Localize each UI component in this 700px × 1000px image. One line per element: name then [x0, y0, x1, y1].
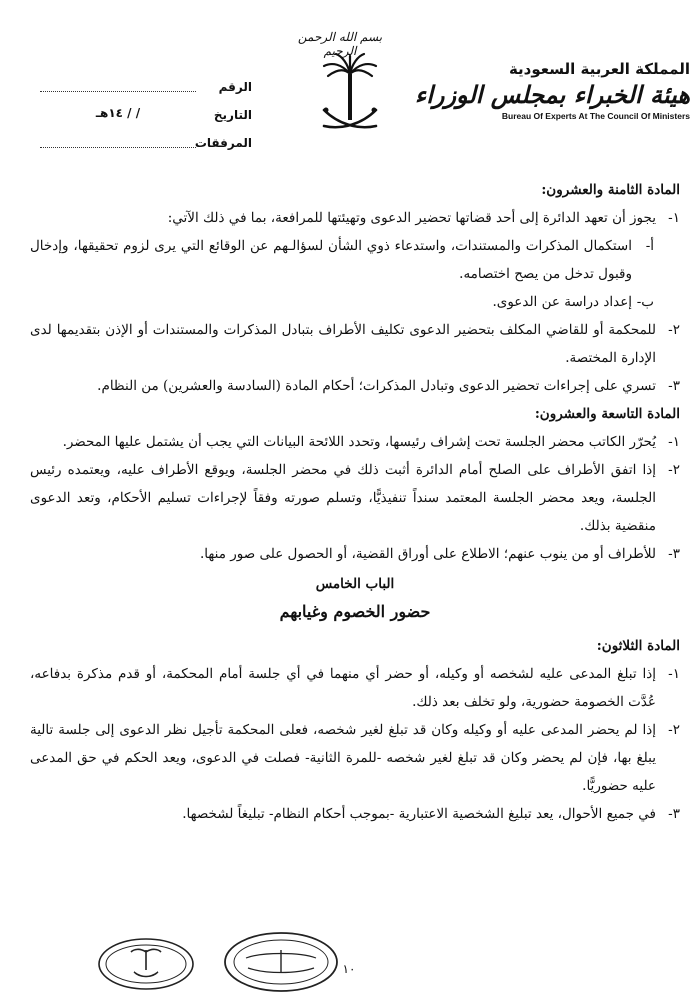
item-text: للمحكمة أو للقاضي المكلف بتحضير الدعوى تكليف الأطراف بتبادل المذكرات والمستندات أو الإذن بتقديمها لدى الإدارة المختصة.	[30, 322, 656, 366]
item-number: ١-	[668, 434, 680, 450]
item-text: تسري على إجراءات تحضير الدعوى وتبادل المذكرات؛ أحكام المادة (السادسة والعشرين) من النظام.	[97, 378, 656, 394]
sub-letter: أ-	[645, 238, 654, 254]
palm-and-swords-emblem-icon	[318, 50, 382, 142]
page-number: ١٠	[342, 962, 356, 976]
date-value: / / ١٤هـ	[95, 106, 141, 120]
article-29-item-2	[30, 456, 680, 540]
item-text: إذا اتفق الأطراف على الصلح أمام الدائرة أثبت ذلك في محضر الجلسة، ويوقع الأطراف عليه، ويعتمده رئيس الجلسة، ويعد محضر الجلسة المعتمد سنداً تنفيذيًّا، وتسلم صورته وفقاً لإجراءات تسليم الأحكام، وتعد الدعوى منقضية بذلك.	[30, 462, 656, 534]
item-text: إذا لم يحضر المدعى عليه أو وكيله وكان قد تبلغ لغير شخصه، فعلى المحكمة تأجيل نظر الدعوى إلى جلسة تالية يبلغ بها، فإن لم يحضر وكان قد تبلغ لغير شخصه -للمرة الثانية- فصلت في الدعوى، ويعد الحكم في حق المدعى عليه حضوريًّا.	[30, 722, 656, 794]
item-number: ١-	[668, 210, 680, 226]
letter-metadata	[40, 66, 252, 150]
date-row	[40, 94, 252, 122]
article-28-item-1	[30, 204, 680, 232]
basmala: بسم الله الرحمن الرحيم	[297, 30, 383, 58]
attachments-label: المرفقات	[194, 136, 252, 150]
article-28-item-1-sub-b	[30, 288, 680, 316]
article-28-item-3	[30, 372, 680, 400]
item-number: ٢-	[668, 462, 680, 478]
item-text: يجوز أن تعهد الدائرة إلى أحد قضاتها تحضير الدعوى وتهيئتها للمرافعة، بما في ذلك الآتي:	[167, 210, 656, 226]
item-number: ١-	[668, 666, 680, 682]
chapter-title: الباب الخامس	[315, 576, 395, 592]
article-28-item-1-sub-a	[30, 232, 680, 288]
article-29-heading: المادة التاسعة والعشرون:	[534, 406, 680, 422]
item-text: للأطراف أو من ينوب عنهم؛ الاطلاع على أوراق القضية، أو الحصول على صور منها.	[200, 546, 656, 562]
article-30-item-2	[30, 716, 680, 800]
item-number: ٣-	[668, 546, 680, 562]
article-30-heading: المادة الثلاثون:	[596, 638, 680, 654]
item-number: ٣-	[668, 806, 680, 822]
reference-label: الرقم	[218, 80, 252, 94]
date-label: التاريخ	[213, 108, 252, 122]
item-number: ٣-	[668, 378, 680, 394]
item-text: في جميع الأحوال، يعد تبليغ الشخصية الاعتبارية -بموجب أحكام النظام- تبليغاً لشخصها.	[182, 806, 656, 822]
article-30-item-3	[30, 800, 680, 828]
item-number: ٢-	[668, 322, 680, 338]
org-name: هيئة الخبراء بمجلس الوزراء	[414, 80, 690, 109]
article-30-item-1	[30, 660, 680, 716]
article-29-item-3	[30, 540, 680, 568]
sub-text: استكمال المذكرات والمستندات، واستدعاء ذوي الشأن لسؤالـهم عن الوقائع التي يرى لزوم تحقيقها، وإدخال وقبول تدخل من يصح اختصامه.	[30, 238, 632, 282]
article-28-item-2	[30, 316, 680, 372]
document-body	[30, 176, 680, 828]
reference-line	[40, 77, 196, 92]
chapter-subtitle: حضور الخصوم وغيابهم	[279, 602, 431, 621]
official-seal-icon	[96, 936, 196, 992]
official-seal-icon	[222, 930, 340, 994]
item-number: ٢-	[668, 722, 680, 738]
item-text: إذا تبلغ المدعى عليه لشخصه أو وكيله، أو حضر أي منهما في أي جلسة أمام المحكمة، أو قدم مذكرة بدفاعه، عُدَّت الخصومة حضورية، ولو تخلف بعد ذلك.	[30, 666, 656, 710]
organization-header	[414, 60, 690, 121]
attachments-row	[40, 122, 252, 150]
sub-letter: ب-	[636, 294, 654, 310]
sub-text: إعداد دراسة عن الدعوى.	[492, 294, 632, 310]
attachments-line	[40, 133, 196, 148]
item-text: يُحرّر الكاتب محضر الجلسة تحت إشراف رئيسها، وتحدد اللائحة البيانات التي يجب أن يشتمل عليها المحضر.	[62, 434, 656, 450]
org-name-english: Bureau Of Experts At The Council Of Ministers	[501, 111, 690, 121]
reference-row	[40, 66, 252, 94]
org-country: المملكة العربية السعودية	[508, 60, 690, 78]
article-28-heading: المادة الثامنة والعشرون:	[541, 182, 680, 198]
article-29-item-1	[30, 428, 680, 456]
